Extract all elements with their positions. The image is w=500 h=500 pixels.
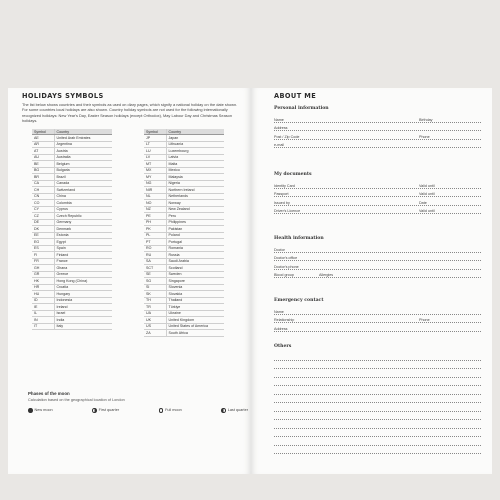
country-name: Slovenia: [166, 284, 224, 291]
others-line[interactable]: [274, 352, 481, 361]
others-line[interactable]: [274, 420, 481, 429]
passport-row[interactable]: [274, 189, 481, 198]
identity-card-row[interactable]: [274, 180, 481, 189]
country-symbol: RO: [144, 245, 166, 252]
country-name: Mexico: [166, 167, 224, 174]
country-symbol: GH: [32, 265, 54, 272]
emergency-address-field[interactable]: Address: [274, 326, 288, 331]
others-section: [274, 344, 481, 454]
others-line[interactable]: [274, 403, 481, 412]
country-symbol: LT: [144, 141, 166, 148]
country-symbol: AU: [32, 154, 54, 161]
country-name: Peru: [166, 213, 224, 220]
country-symbol: SK: [144, 291, 166, 298]
emergency-name-field[interactable]: Name: [274, 309, 284, 314]
documents-section: [274, 172, 481, 214]
moon-phases-note: Calculation based on the geographical location of London: [28, 398, 125, 402]
country-name: Brazil: [54, 174, 112, 181]
country-symbol: SG: [144, 278, 166, 285]
country-symbol: MX: [144, 167, 166, 174]
country-name: Czech Republic: [54, 213, 112, 220]
issued-by-row[interactable]: [274, 197, 481, 206]
country-name: Lithuania: [166, 141, 224, 148]
drivers-licence-row[interactable]: [274, 206, 481, 215]
country-name: Italy: [54, 323, 112, 330]
country-symbol: PK: [144, 226, 166, 233]
country-name: Luxembourg: [166, 148, 224, 155]
section-title: Personal information: [274, 106, 329, 111]
holiday-symbols-table-right: [144, 129, 224, 337]
emergency-contact-section: [274, 298, 481, 332]
holidays-intro-text: The list below shows countries and their symbols as used on diary pages, which signify a national holiday on the date shown. For some countries local holidays are also shown. Country holiday symbols are not used for the following internationally recognized holidays: New Year's Day, Easter Season holidays (except Orthodox), May Labour Day and Christmas Season holidays.: [22, 102, 238, 123]
country-symbol: HU: [32, 291, 54, 298]
country-name: Hong Kong (China): [54, 278, 112, 285]
left-page: [8, 88, 251, 474]
new-moon-icon: [28, 408, 33, 413]
country-symbol: NL: [144, 193, 166, 200]
country-symbol: CO: [32, 200, 54, 207]
holidays-symbols-title: HOLIDAYS SYMBOLS: [22, 92, 104, 100]
section-title: Others: [274, 344, 292, 349]
country-symbol: BR: [32, 174, 54, 181]
postcode-field[interactable]: Post / Zip Code: [274, 134, 300, 139]
drivers-licence-field[interactable]: Driver's Licence: [274, 209, 301, 214]
country-symbol: SI: [144, 284, 166, 291]
country-name: Thailand: [166, 297, 224, 304]
country-header: Country: [166, 129, 224, 135]
country-name: Scotland: [166, 265, 224, 272]
personal-information-section: [274, 106, 481, 148]
country-symbol: CY: [32, 206, 54, 213]
country-symbol: NG: [144, 180, 166, 187]
country-name: Denmark: [54, 226, 112, 233]
country-name: Russia: [166, 252, 224, 259]
last-quarter-icon: [221, 408, 226, 413]
country-symbol: IN: [32, 317, 54, 324]
country-name: Northern Ireland: [166, 187, 224, 194]
country-name: Romania: [166, 245, 224, 252]
country-name: Singapore: [166, 278, 224, 285]
country-name: Saudi Arabia: [166, 258, 224, 265]
others-line[interactable]: [274, 378, 481, 387]
country-name: Netherlands: [166, 193, 224, 200]
country-header: Country: [54, 129, 112, 135]
others-line[interactable]: [274, 395, 481, 404]
symbol-header: Symbol: [32, 129, 54, 135]
moon-phase-full: [159, 408, 182, 413]
country-name: Belgium: [54, 161, 112, 168]
others-line[interactable]: [274, 361, 481, 370]
country-name: Greece: [54, 271, 112, 278]
country-symbol: BE: [32, 161, 54, 168]
country-name: Spain: [54, 245, 112, 252]
country-symbol: GR: [32, 271, 54, 278]
country-name: United Kingdom: [166, 317, 224, 324]
country-name: Sweden: [166, 271, 224, 278]
others-line[interactable]: [274, 429, 481, 438]
blood-group-field[interactable]: Blood group: [274, 273, 294, 278]
country-symbol: SA: [144, 258, 166, 265]
address-row[interactable]: [274, 123, 481, 132]
country-symbol: HR: [32, 284, 54, 291]
country-name: Finland: [54, 252, 112, 259]
country-name: India: [54, 317, 112, 324]
country-symbol: EE: [32, 232, 54, 239]
country-symbol: US: [144, 323, 166, 330]
country-symbol: TR: [144, 304, 166, 311]
country-name: Croatia: [54, 284, 112, 291]
country-symbol: SCT: [144, 265, 166, 272]
country-name: Canada: [54, 180, 112, 187]
moon-phase-last: [221, 408, 248, 413]
email-field[interactable]: e-mail: [274, 143, 285, 148]
country-name: Hungary: [54, 291, 112, 298]
country-symbol: PH: [144, 219, 166, 226]
doctors-office-row[interactable]: [274, 253, 481, 262]
table-row: [32, 323, 112, 330]
country-name: Argentina: [54, 141, 112, 148]
country-name: Philippines: [166, 219, 224, 226]
country-symbol: UA: [144, 310, 166, 317]
moon-phase-label: Full moon: [165, 408, 182, 413]
country-name: Germany: [54, 219, 112, 226]
country-name: Pakistan: [166, 226, 224, 233]
valid-until-field[interactable]: Valid until: [419, 183, 435, 188]
full-moon-icon: [159, 408, 164, 413]
country-symbol: DK: [32, 226, 54, 233]
moon-phases-title: Phases of the moon: [28, 391, 70, 396]
country-name: United States of America: [166, 323, 224, 330]
country-symbol: IL: [32, 310, 54, 317]
doctor-row[interactable]: [274, 244, 481, 253]
country-name: Colombia: [54, 200, 112, 207]
country-symbol: AT: [32, 148, 54, 155]
country-symbol: DE: [32, 219, 54, 226]
country-symbol: JP: [144, 135, 166, 142]
others-line[interactable]: [274, 386, 481, 395]
moon-phases-legend: [28, 408, 248, 413]
country-symbol: SE: [144, 271, 166, 278]
moon-phase-label: Last quarter: [227, 408, 248, 413]
country-symbol: FR: [32, 258, 54, 265]
country-name: Ghana: [54, 265, 112, 272]
moon-phase-label: New moon: [34, 408, 53, 413]
country-name: Austria: [54, 148, 112, 155]
country-name: Poland: [166, 232, 224, 239]
address-field[interactable]: Address: [274, 126, 288, 131]
country-name: Türkiye: [166, 304, 224, 311]
country-name: New Zealand: [166, 206, 224, 213]
country-symbol: LV: [144, 154, 166, 161]
table-row: [144, 330, 224, 337]
country-name: Egypt: [54, 239, 112, 246]
section-title: Health information: [274, 236, 324, 241]
country-name: United Arab Emirates: [54, 135, 112, 142]
country-name: Nigeria: [166, 180, 224, 187]
moon-phase-label: First quarter: [98, 408, 120, 413]
country-symbol: CZ: [32, 213, 54, 220]
country-symbol: ZA: [144, 330, 166, 337]
country-symbol: HK: [32, 278, 54, 285]
doctors-phone-row[interactable]: [274, 261, 481, 270]
symbol-header: Symbol: [144, 129, 166, 135]
country-name: China: [54, 193, 112, 200]
valid-until-field[interactable]: Valid until: [419, 209, 435, 214]
country-symbol: AR: [32, 141, 54, 148]
country-name: Cyprus: [54, 206, 112, 213]
moon-phase-new: [28, 408, 53, 413]
country-name: South Africa: [166, 330, 224, 337]
others-line[interactable]: [274, 446, 481, 455]
country-name: Switzerland: [54, 187, 112, 194]
country-name: Japan: [166, 135, 224, 142]
country-symbol: CN: [32, 193, 54, 200]
postcode-phone-row[interactable]: [274, 131, 481, 140]
country-symbol: CA: [32, 180, 54, 187]
country-name: Israel: [54, 310, 112, 317]
country-symbol: FI: [32, 252, 54, 259]
country-name: Ireland: [54, 304, 112, 311]
emergency-phone-field[interactable]: Phone: [419, 318, 430, 323]
phone-field[interactable]: Phone: [419, 134, 430, 139]
country-symbol: ES: [32, 245, 54, 252]
country-symbol: MY: [144, 174, 166, 181]
country-name: Portugal: [166, 239, 224, 246]
doctor-field[interactable]: Doctor: [274, 247, 285, 252]
country-symbol: NO: [144, 200, 166, 207]
country-symbol: ID: [32, 297, 54, 304]
allergies-field[interactable]: Allergies: [319, 273, 334, 278]
first-quarter-icon: [92, 408, 97, 413]
moon-phase-first: [92, 408, 119, 413]
right-page: [251, 88, 492, 474]
country-name: Malta: [166, 161, 224, 168]
country-name: Norway: [166, 200, 224, 207]
emergency-name-row[interactable]: [274, 306, 481, 315]
issued-by-field[interactable]: Issued by: [274, 200, 290, 205]
section-title: Emergency contact: [274, 298, 324, 303]
country-name: Bulgaria: [54, 167, 112, 174]
country-symbol: PL: [144, 232, 166, 239]
country-name: Ukraine: [166, 310, 224, 317]
identity-card-field[interactable]: Identity Card: [274, 183, 295, 188]
relationship-phone-row[interactable]: [274, 315, 481, 324]
date-field[interactable]: Date: [419, 200, 427, 205]
blood-group-row[interactable]: [274, 270, 481, 279]
country-symbol: UK: [144, 317, 166, 324]
country-symbol: AE: [32, 135, 54, 142]
passport-field[interactable]: Passport: [274, 192, 289, 197]
emergency-address-row[interactable]: [274, 323, 481, 332]
health-information-section: [274, 236, 481, 278]
country-name: Estonia: [54, 232, 112, 239]
doctors-office-field[interactable]: Doctor's office: [274, 256, 298, 261]
holiday-symbols-table-left: [32, 129, 112, 330]
email-row[interactable]: [274, 140, 481, 149]
country-symbol: NZ: [144, 206, 166, 213]
country-symbol: IE: [32, 304, 54, 311]
others-line[interactable]: [274, 437, 481, 446]
country-symbol: TH: [144, 297, 166, 304]
country-symbol: BG: [32, 167, 54, 174]
country-name: Indonesia: [54, 297, 112, 304]
country-symbol: LU: [144, 148, 166, 155]
country-name: Latvia: [166, 154, 224, 161]
country-symbol: EG: [32, 239, 54, 246]
name-birthday-row[interactable]: [274, 114, 481, 123]
others-line[interactable]: [274, 369, 481, 378]
country-name: Australia: [54, 154, 112, 161]
country-symbol: PT: [144, 239, 166, 246]
country-symbol: NIR: [144, 187, 166, 194]
country-symbol: IT: [32, 323, 54, 330]
country-name: Slovakia: [166, 291, 224, 298]
doctors-phone-field[interactable]: Doctor's phone: [274, 264, 299, 269]
country-symbol: PE: [144, 213, 166, 220]
about-me-title: ABOUT ME: [274, 92, 317, 100]
valid-until-field[interactable]: Valid until: [419, 192, 435, 197]
section-title: My documents: [274, 172, 312, 177]
name-field[interactable]: Name: [274, 117, 284, 122]
country-symbol: MT: [144, 161, 166, 168]
relationship-field[interactable]: Relationship: [274, 318, 295, 323]
birthday-field[interactable]: Birthday: [419, 117, 433, 122]
country-symbol: RU: [144, 252, 166, 259]
country-symbol: CH: [32, 187, 54, 194]
others-line[interactable]: [274, 412, 481, 421]
country-name: Malaysia: [166, 174, 224, 181]
country-name: France: [54, 258, 112, 265]
